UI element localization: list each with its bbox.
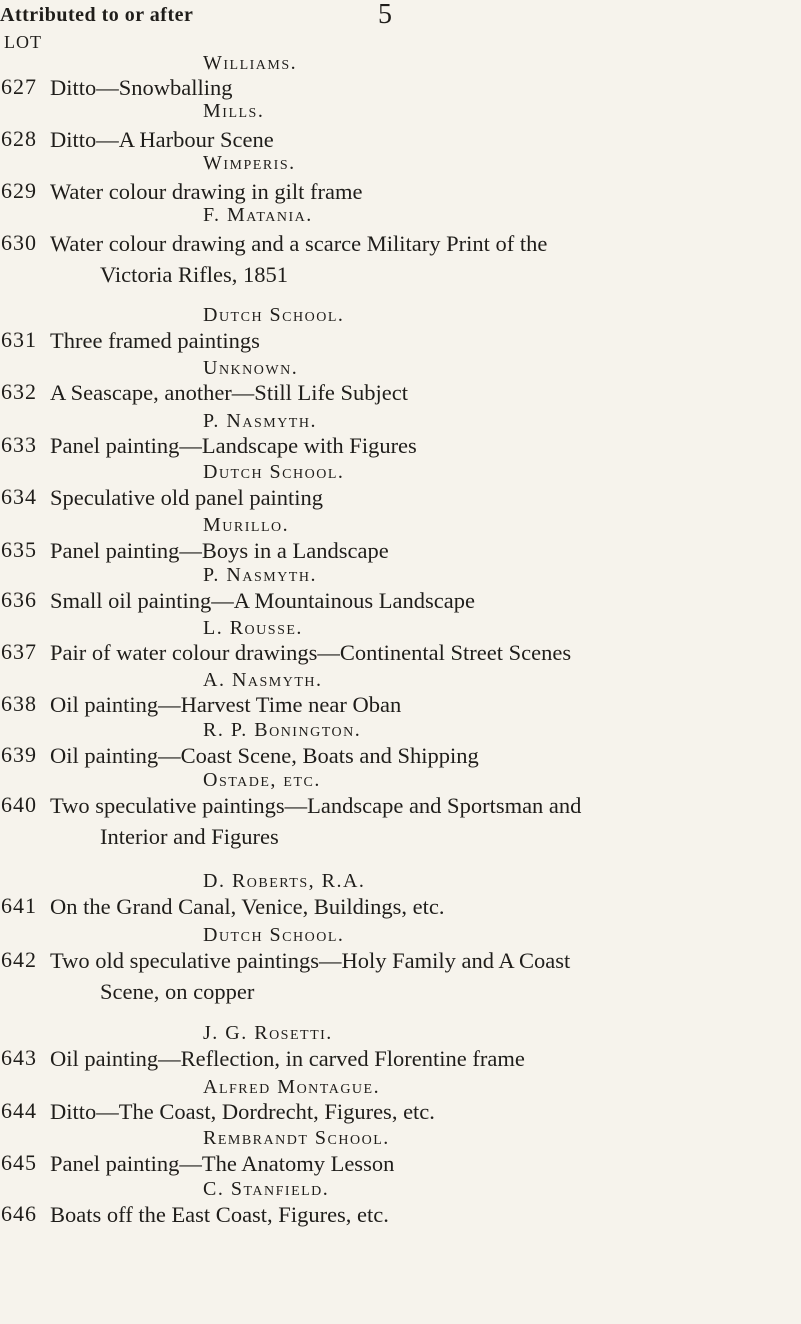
lot-description-line: Panel painting—Boys in a Landscape bbox=[50, 538, 389, 563]
lot-attribution: Ostade, etc. bbox=[203, 769, 321, 791]
lot-number: 634 bbox=[1, 484, 37, 509]
lot-description bbox=[50, 637, 798, 668]
lot-description-line: Oil painting—Reflection, in carved Florentine frame bbox=[50, 1046, 525, 1071]
lot-description-line: Oil painting—Harvest Time near Oban bbox=[50, 692, 402, 717]
lot-description-continuation: Scene, on copper bbox=[100, 979, 255, 1004]
lot-description-line: Two old speculative paintings—Holy Family and A Coast bbox=[50, 948, 571, 973]
lot-attribution: Williams. bbox=[203, 52, 298, 74]
lot-description-continuation: Interior and Figures bbox=[100, 824, 279, 849]
lot-description bbox=[50, 585, 798, 616]
lot-description-line: Water colour drawing in gilt frame bbox=[50, 179, 363, 204]
lot-description-line: Boats off the East Coast, Figures, etc. bbox=[50, 1202, 389, 1227]
lot-attribution: J. G. Rosetti. bbox=[203, 1022, 333, 1044]
lot-attribution: Dutch School. bbox=[203, 924, 345, 946]
page-heading: Attributed to or after bbox=[0, 4, 194, 26]
lot-attribution: P. Nasmyth. bbox=[203, 410, 317, 432]
lot-description-line: Panel painting—Landscape with Figures bbox=[50, 433, 417, 458]
lot-number: 632 bbox=[1, 379, 37, 404]
lot-number: 645 bbox=[1, 1150, 37, 1175]
lot-description bbox=[50, 689, 798, 720]
lot-description bbox=[50, 176, 798, 207]
lot-attribution: C. Stanfield. bbox=[203, 1178, 330, 1200]
lot-number: 628 bbox=[1, 126, 37, 151]
lot-number: 641 bbox=[1, 893, 37, 918]
lot-attribution: Dutch School. bbox=[203, 461, 345, 483]
lot-number: 635 bbox=[1, 537, 37, 562]
lot-attribution: Wimperis. bbox=[203, 152, 296, 174]
lot-description bbox=[50, 124, 798, 155]
lot-description bbox=[50, 228, 798, 290]
lot-description-line: Ditto—A Harbour Scene bbox=[50, 127, 274, 152]
lot-description bbox=[50, 482, 798, 513]
lot-description-line: Water colour drawing and a scarce Military Print of the bbox=[50, 231, 548, 256]
lot-description-line: On the Grand Canal, Venice, Buildings, etc. bbox=[50, 894, 445, 919]
lot-attribution: F. Matania. bbox=[203, 204, 313, 226]
lot-description-line: Three framed paintings bbox=[50, 328, 260, 353]
lot-description bbox=[50, 535, 798, 566]
lot-attribution: P. Nasmyth. bbox=[203, 564, 317, 586]
lot-description-line: Oil painting—Coast Scene, Boats and Shipping bbox=[50, 743, 479, 768]
lot-number: 637 bbox=[1, 639, 37, 664]
lot-description bbox=[50, 1148, 798, 1179]
lot-number: 627 bbox=[1, 74, 37, 99]
lot-number: 640 bbox=[1, 792, 37, 817]
lot-description bbox=[50, 325, 798, 356]
lot-description bbox=[50, 790, 798, 852]
page-number: 5 bbox=[378, 0, 392, 30]
lot-description bbox=[50, 1043, 798, 1074]
lot-column-label: LOT bbox=[4, 32, 42, 52]
lot-attribution: L. Rousse. bbox=[203, 617, 303, 639]
lot-attribution: Rembrandt School. bbox=[203, 1127, 390, 1149]
lot-attribution: Dutch School. bbox=[203, 304, 345, 326]
lot-number: 630 bbox=[1, 230, 37, 255]
lot-description-line: Two speculative paintings—Landscape and Sportsman and bbox=[50, 793, 582, 818]
lot-description-line: Speculative old panel painting bbox=[50, 485, 324, 510]
lot-description bbox=[50, 377, 798, 408]
lot-description bbox=[50, 72, 798, 103]
lot-number: 643 bbox=[1, 1045, 37, 1070]
lot-attribution: R. P. Bonington. bbox=[203, 719, 362, 741]
lot-description-line: Ditto—The Coast, Dordrecht, Figures, etc. bbox=[50, 1099, 435, 1124]
lot-number: 642 bbox=[1, 947, 37, 972]
lot-description-line: Pair of water colour drawings—Continental Street Scenes bbox=[50, 640, 572, 665]
lot-number: 639 bbox=[1, 742, 37, 767]
lot-description bbox=[50, 945, 798, 1007]
lot-attribution: Unknown. bbox=[203, 357, 299, 379]
lot-description-line: A Seascape, another—Still Life Subject bbox=[50, 380, 409, 405]
lot-number: 638 bbox=[1, 691, 37, 716]
lot-number: 633 bbox=[1, 432, 37, 457]
lot-description bbox=[50, 1199, 798, 1230]
lot-description-line: Small oil painting—A Mountainous Landscape bbox=[50, 588, 475, 613]
lot-attribution: A. Nasmyth. bbox=[203, 669, 323, 691]
lot-description bbox=[50, 430, 798, 461]
lot-attribution: Alfred Montague. bbox=[203, 1076, 381, 1098]
lot-attribution: Mills. bbox=[203, 100, 265, 122]
lot-number: 644 bbox=[1, 1098, 37, 1123]
lot-number: 629 bbox=[1, 178, 37, 203]
lot-description bbox=[50, 891, 798, 922]
lot-attribution: D. Roberts, R.A. bbox=[203, 870, 366, 892]
lot-description bbox=[50, 740, 798, 771]
lot-number: 631 bbox=[1, 327, 37, 352]
lot-number: 636 bbox=[1, 587, 37, 612]
lot-attribution: Murillo. bbox=[203, 514, 290, 536]
lot-description-line: Ditto—Snowballing bbox=[50, 75, 233, 100]
lot-number: 646 bbox=[1, 1201, 37, 1226]
lot-description bbox=[50, 1096, 798, 1127]
lot-description-line: Panel painting—The Anatomy Lesson bbox=[50, 1151, 395, 1176]
lot-description-continuation: Victoria Rifles, 1851 bbox=[100, 262, 288, 287]
